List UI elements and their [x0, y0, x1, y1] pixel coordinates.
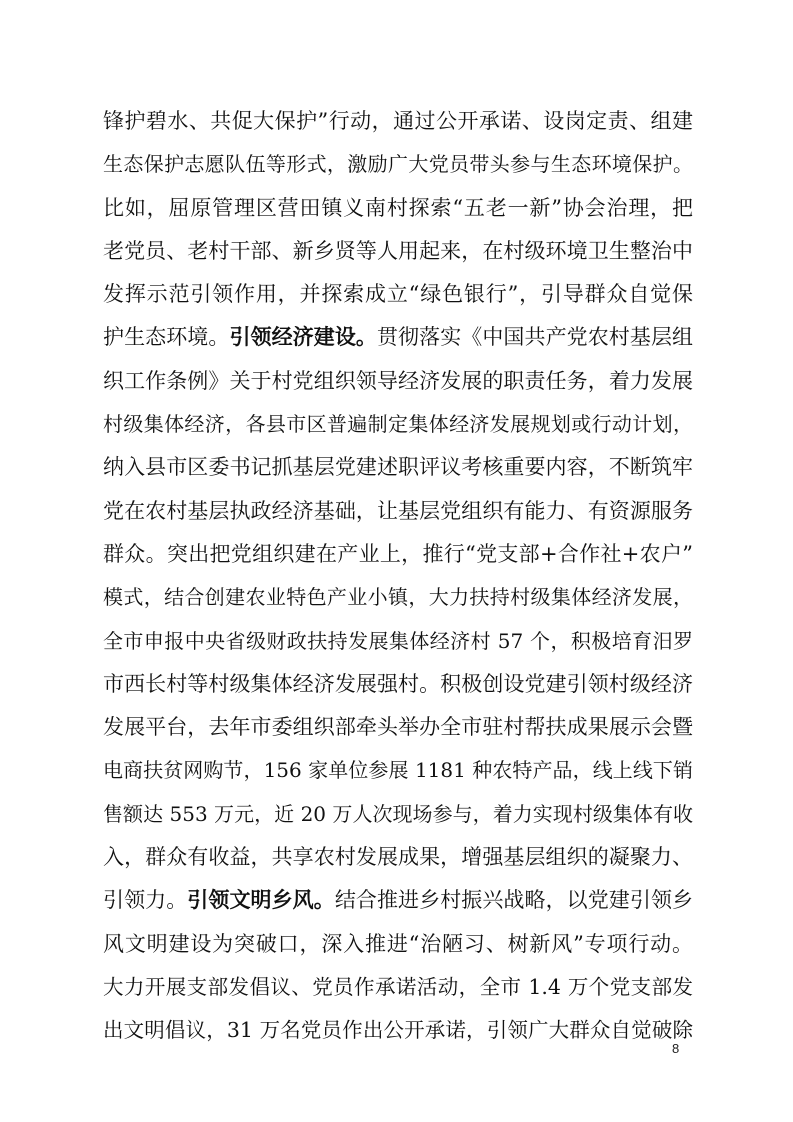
- text-line: [103, 143, 693, 186]
- text-line: [103, 793, 693, 836]
- paragraph-text: 电商扶贫网购节，156 家单位参展 1181 种农特产品，线上线下销: [103, 758, 693, 783]
- paragraph-text: 织工作条例》关于村党组织领导经济发展的职责任务，着力发展: [103, 368, 693, 393]
- paragraph-text: 生态保护志愿队伍等形式，激励广大党员带头参与生态环境保护。: [103, 152, 693, 177]
- paragraph-text: 引领力。: [103, 888, 188, 913]
- text-line: [103, 620, 693, 663]
- text-line: [103, 879, 693, 922]
- text-line: [103, 230, 693, 273]
- body-text: [103, 100, 693, 1053]
- text-line: [103, 316, 693, 359]
- paragraph-text: 模式，结合创建农业特色产业小镇，大力扶持村级集体经济发展，: [103, 585, 693, 610]
- text-line: [103, 706, 693, 749]
- paragraph-text: 市西长村等村级集体经济发展强村。积极创设党建引领村级经济: [103, 671, 693, 696]
- paragraph-text: 发展平台，去年市委组织部牵头举办全市驻村帮扶成果展示会暨: [103, 715, 693, 740]
- text-line: [103, 923, 693, 966]
- bold-heading-text: 引领文明乡风。: [187, 888, 335, 913]
- paragraph-text: 群众。突出把党组织建在产业上，推行“党支部+合作社+农户”: [103, 541, 693, 566]
- text-line: [103, 273, 693, 316]
- paragraph-text: 贯彻落实《中国共产党农村基层组: [376, 325, 693, 350]
- text-line: [103, 663, 693, 706]
- paragraph-text: 比如，屈原管理区营田镇义南村探索“五老一新”协会治理，把: [103, 195, 693, 220]
- page-number: 8: [672, 1041, 680, 1056]
- paragraph-text: 纳入县市区委书记抓基层党建述职评议考核重要内容，不断筑牢: [103, 455, 693, 480]
- paragraph-text: 出文明倡议，31 万名党员作出公开承诺，引领广大群众自觉破除: [103, 1018, 693, 1043]
- paragraph-text: 发挥示范引领作用，并探索成立“绿色银行”，引导群众自觉保: [103, 282, 693, 307]
- paragraph-text: 护生态环境。: [103, 325, 230, 350]
- text-line: [103, 966, 693, 1009]
- text-line: [103, 403, 693, 446]
- text-line: [103, 446, 693, 489]
- paragraph-text: 党在农村基层执政经济基础，让基层党组织有能力、有资源服务: [103, 498, 693, 523]
- bold-heading-text: 引领经济建设。: [229, 325, 377, 350]
- text-line: [103, 749, 693, 792]
- text-line: [103, 100, 693, 143]
- paragraph-text: 大力开展支部发倡议、党员作承诺活动，全市 1.4 万个党支部发: [103, 974, 693, 999]
- text-line: [103, 576, 693, 619]
- paragraph-text: 全市申报中央省级财政扶持发展集体经济村 57 个，积极培育汨罗: [103, 628, 693, 653]
- text-line: [103, 360, 693, 403]
- paragraph-text: 老党员、老村干部、新乡贤等人用起来，在村级环境卫生整治中: [103, 238, 693, 263]
- text-line: [103, 1009, 693, 1052]
- paragraph-text: 村级集体经济，各县市区普遍制定集体经济发展规划或行动计划，: [103, 412, 693, 437]
- paragraph-text: 锋护碧水、共促大保护”行动，通过公开承诺、设岗定责、组建: [103, 109, 693, 133]
- paragraph-text: 入，群众有收益，共享农村发展成果，增强基层组织的凝聚力、: [103, 845, 693, 870]
- text-line: [103, 533, 693, 576]
- paragraph-text: 风文明建设为突破口，深入推进“治陋习、树新风”专项行动。: [103, 931, 693, 956]
- text-line: [103, 187, 693, 230]
- paragraph-text: 售额达 553 万元，近 20 万人次现场参与，着力实现村级集体有收: [103, 801, 693, 826]
- text-line: [103, 836, 693, 879]
- paragraph-text: 结合推进乡村振兴战略，以党建引领乡: [334, 888, 693, 913]
- text-line: [103, 490, 693, 533]
